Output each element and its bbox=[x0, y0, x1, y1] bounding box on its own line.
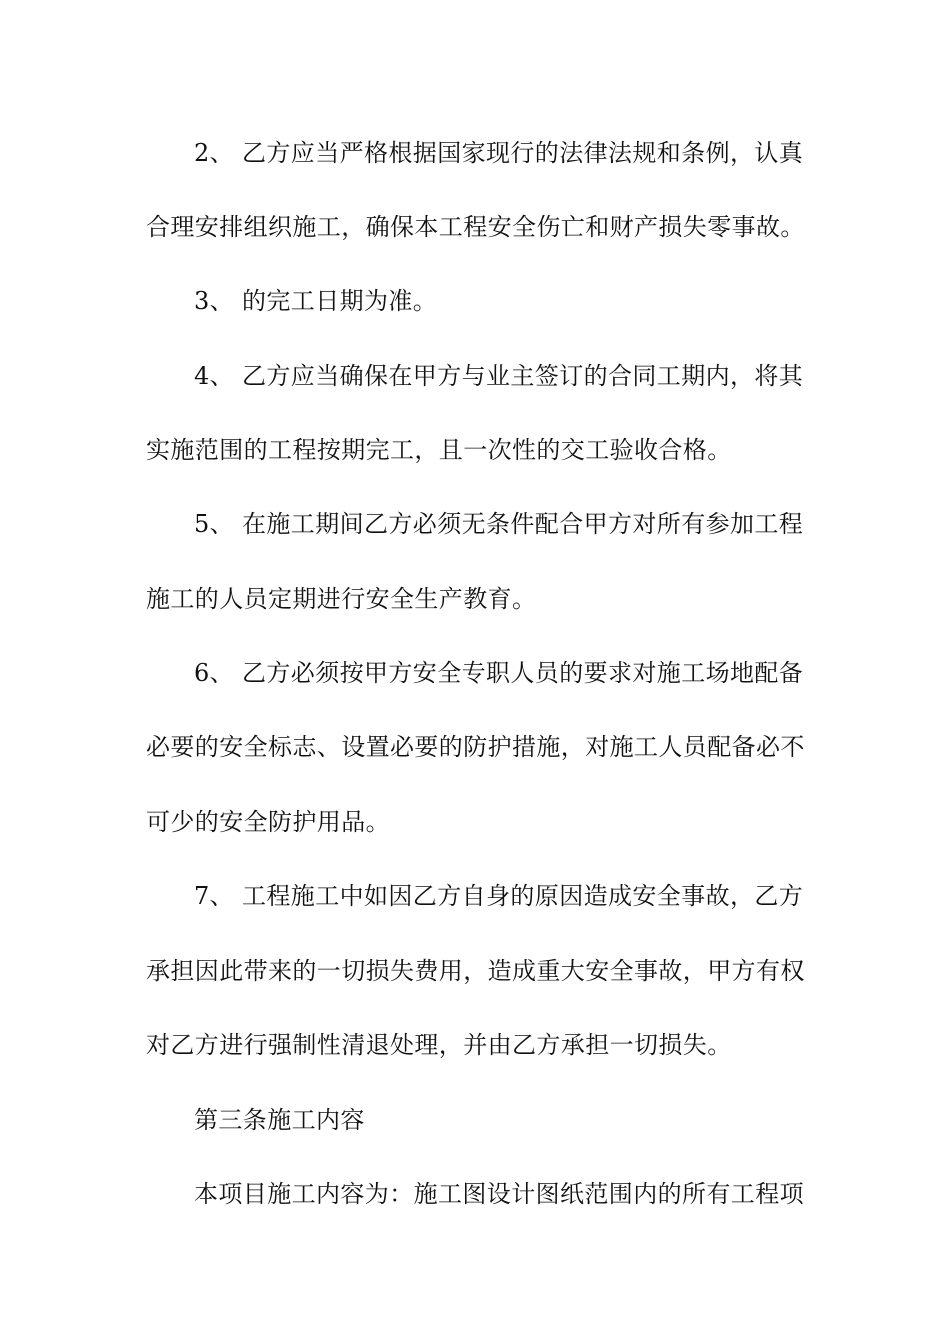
item-text: 乙方应当确保在甲方与业主签订的合同工期内，将其 bbox=[242, 362, 804, 390]
item-2-line-1 bbox=[194, 138, 803, 168]
section-body-line-1: 本项目施工内容为：施工图设计图纸范围内的所有工程项 bbox=[194, 1180, 804, 1208]
item-number: 2、 bbox=[194, 139, 235, 167]
item-7-line-1 bbox=[194, 881, 803, 911]
item-5-line-2: 施工的人员定期进行安全生产教育。 bbox=[146, 585, 537, 613]
item-text: 乙方应当严格根据国家现行的法律法规和条例，认真 bbox=[242, 139, 804, 167]
item-6-line-2: 必要的安全标志、设置必要的防护措施，对施工人员配备必不 bbox=[146, 733, 805, 761]
item-4-line-1 bbox=[194, 361, 803, 391]
item-3-line-1 bbox=[194, 286, 437, 316]
section-heading: 第三条施工内容 bbox=[194, 1106, 365, 1134]
item-text: 在施工期间乙方必须无条件配合甲方对所有参加工程 bbox=[242, 510, 804, 538]
item-text: 乙方必须按甲方安全专职人员的要求对施工场地配备 bbox=[242, 659, 804, 687]
item-text: 的完工日期为准。 bbox=[242, 287, 438, 315]
item-5-line-1 bbox=[194, 509, 803, 539]
item-number: 3、 bbox=[194, 287, 235, 315]
item-7-line-2: 承担因此带来的一切损失费用，造成重大安全事故，甲方有权 bbox=[146, 957, 805, 985]
item-number: 5、 bbox=[194, 510, 235, 538]
item-4-line-2: 实施范围的工程按期完工，且一次性的交工验收合格。 bbox=[146, 436, 732, 464]
item-6-line-3: 可少的安全防护用品。 bbox=[146, 808, 390, 836]
item-7-line-3: 对乙方进行强制性清退处理，并由乙方承担一切损失。 bbox=[146, 1031, 732, 1059]
item-number: 6、 bbox=[194, 659, 235, 687]
item-text: 工程施工中如因乙方自身的原因造成安全事故，乙方 bbox=[242, 882, 804, 910]
item-number: 4、 bbox=[194, 362, 235, 390]
item-6-line-1 bbox=[194, 658, 803, 688]
item-number: 7、 bbox=[194, 882, 235, 910]
item-2-line-2: 合理安排组织施工，确保本工程安全伤亡和财产损失零事故。 bbox=[146, 213, 805, 241]
